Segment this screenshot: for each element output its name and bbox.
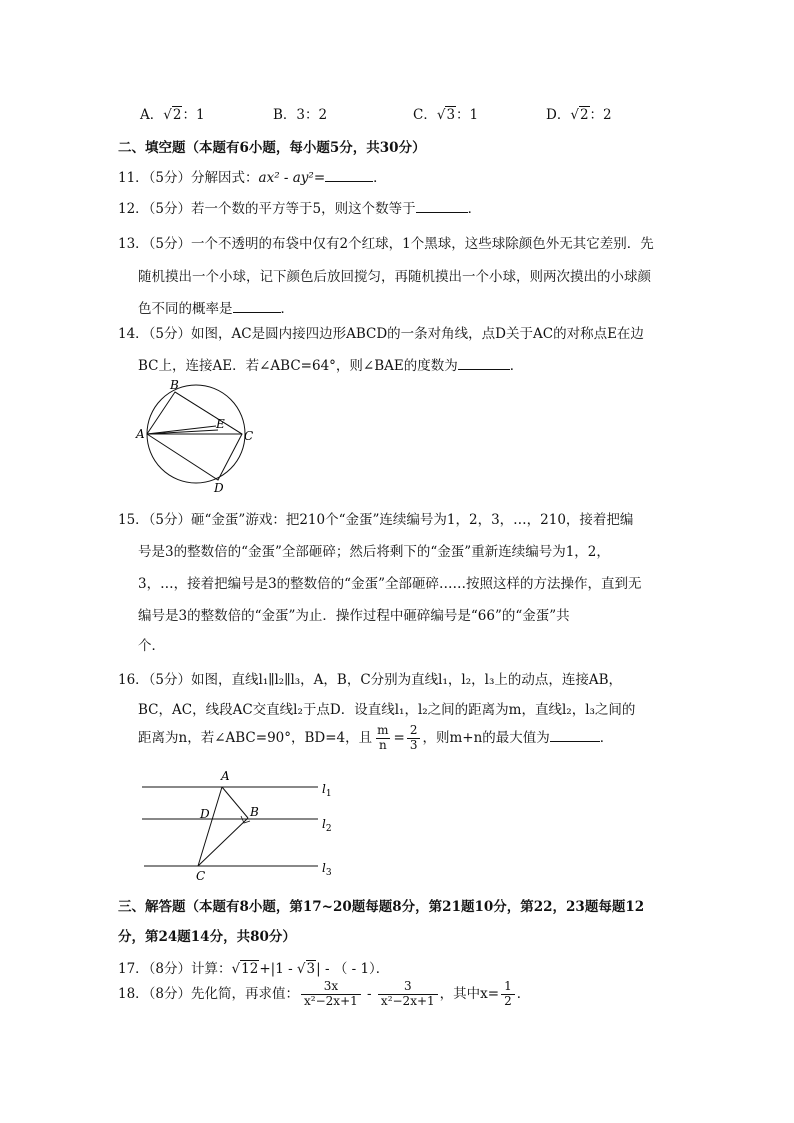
question-14-line-1: 14．（5分）如图，AC是圆内接四边形ABCD的一条对角线，点D关于AC的对称点E在边 — [118, 326, 644, 342]
question-15-line-1: 15．（5分）砸“金蛋”游戏：把210个“金蛋”连续编号为1，2，3，…，210，接着把编 — [118, 512, 634, 528]
fraction-1: $\frac{3x}{\text{x²−2x+1}}$ — [301, 980, 361, 1009]
label-e: E — [216, 417, 225, 431]
option-a: A．√2：1 — [140, 107, 205, 123]
question-14-line-2: BC上，连接AE．若∠ABC=64°，则∠BAE的度数为 ． — [138, 358, 524, 374]
circle-quadrilateral-figure — [132, 378, 262, 496]
question-13-line-1: 13．（5分）一个不透明的布袋中仅有2个红球，1个黑球，这些球除颜色外无其它差别．先 — [118, 236, 654, 252]
label-a: A — [221, 769, 230, 783]
question-18: 18．（8分）先化简，再求值： $\frac{3x}{\text{x²−2x+1}}$ - $\frac{3}{\text{x²−2x+1}}$ ，其中x= $\frac{1}{2}$ ． — [118, 979, 531, 1008]
label-c: C — [244, 429, 254, 443]
sqrt-sign: √2 — [163, 107, 182, 123]
label-l1: $l_1$ — [322, 782, 332, 799]
segment-ae — [147, 430, 218, 434]
question-16-line-2: BC，AC，线段AC交直线l₂于点D．设直线l₁，l₂之间的距离为m，直线l₂，l₃之间的 — [138, 702, 636, 718]
question-15-line-2: 号是3的整数倍的“金蛋”全部砸碎；然后将剩下的“金蛋”重新连续编号为1，2， — [138, 544, 610, 560]
question-11: 11．（5分）分解因式：ax² - ay²= ． — [118, 170, 387, 186]
parallel-lines-figure — [136, 766, 346, 884]
fraction-2: $\frac{3}{\text{x²−2x+1}}$ — [378, 980, 438, 1009]
sqrt-sign: √3 — [296, 961, 316, 977]
fraction-m-over-n: $\frac{m}{n}$ — [377, 723, 389, 752]
section-heading-solutions-2: 分，第24题14分，共80分） — [118, 929, 296, 945]
sqrt-sign: √12 — [231, 961, 259, 977]
label-l3: $l_3$ — [322, 861, 332, 878]
label-a: A — [136, 427, 145, 441]
label-d: D — [200, 807, 210, 821]
question-16-line-3: 距离为n，若∠ABC=90°，BD=4，且 $\frac{m}{n}$ = $\frac{2}{3}$ ，则m+n的最大值为 ． — [138, 723, 614, 752]
question-13-line-3: 色不同的概率是 ． — [138, 301, 294, 317]
segment-a-to-e — [147, 426, 216, 434]
option-c: C．√3：1 — [413, 107, 479, 123]
label-c: C — [196, 869, 206, 883]
section-heading-solutions-1: 三、解答题（本题有8小题，第17~20题每题8分，第21题10分，第22，23题每题12 — [118, 899, 645, 915]
sqrt-sign: √3 — [436, 107, 456, 123]
label-b: B — [250, 805, 259, 819]
option-b: B．3：2 — [273, 107, 328, 123]
option-d: D．√2：2 — [546, 107, 612, 123]
question-15-line-5: 个． — [138, 638, 165, 654]
fraction-x-value: $\frac{1}{2}$ — [501, 980, 515, 1009]
question-15-line-3: 3，…，接着把编号是3的整数倍的“金蛋”全部砸碎……按照这样的方法操作，直到无 — [138, 576, 642, 592]
question-13-line-2: 随机摸出一个小球，记下颜色后放回搅匀，再随机摸出一个小球，则两次摸出的小球颜 — [138, 269, 651, 285]
segment-ab — [222, 787, 248, 818]
section-heading-fill-in: 二、填空题（本题有6小题，每小题5分，共30分） — [118, 140, 426, 156]
question-17: 17．（8分）计算：√12+|1 - √3| - （ - 1）． — [118, 961, 390, 977]
label-b: B — [170, 378, 179, 392]
fraction-two-thirds: $\frac{2}{3}$ — [407, 724, 421, 753]
label-d: D — [214, 481, 224, 495]
label-l2: $l_2$ — [322, 817, 332, 834]
quadrilateral-abcd — [147, 392, 242, 480]
question-15-line-4: 编号是3的整数倍的“金蛋”为止．操作过程中砸碎编号是“66”的“金蛋”共 — [138, 608, 570, 624]
question-16-line-1: 16．（5分）如图，直线l₁∥l₂∥l₃，A，B，C分别为直线l₁，l₂，l₃上的动点，连接AB， — [118, 672, 623, 688]
segment-e-c-part — [175, 392, 242, 434]
sqrt-sign: √2 — [570, 107, 589, 123]
question-12: 12．（5分）若一个数的平方等于5，则这个数等于 ． — [118, 201, 482, 217]
